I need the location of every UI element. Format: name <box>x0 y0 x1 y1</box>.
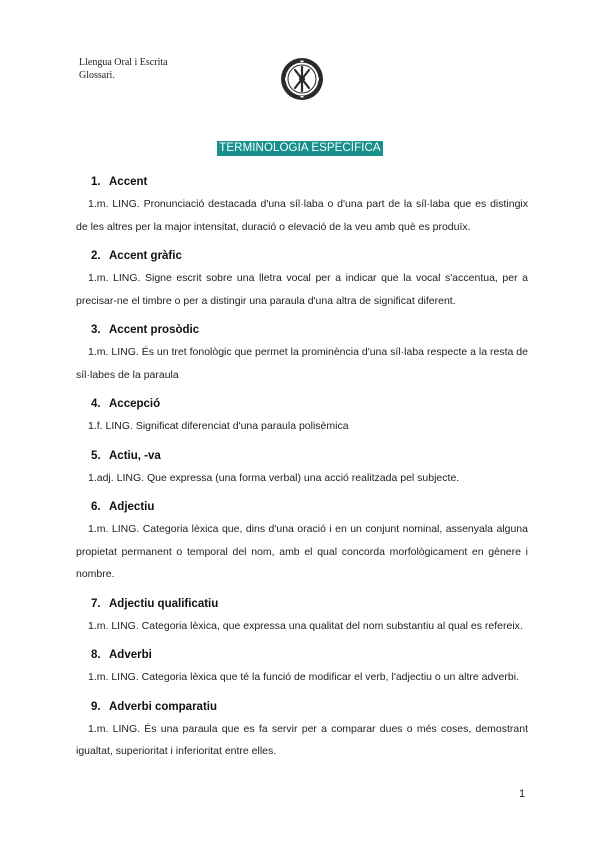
entry-number: 5. <box>91 449 101 462</box>
entry-term <box>88 645 528 666</box>
entry-definition: 1.m. LING. Categoria lèxica, que expressa una qualitat del nom substantiu al qual es refereix. <box>88 619 523 632</box>
entry-number: 8. <box>91 649 101 661</box>
entry-term-text: Adjectiu qualificatiu <box>109 597 219 610</box>
glossary-entry <box>88 594 528 638</box>
entry-term <box>88 246 528 267</box>
entry-term-text: Adverbi comparatiu <box>109 700 217 713</box>
glossary-entry <box>76 497 528 586</box>
entry-definition: 1.f. LING. Significat diferenciat d'una paraula polisèmica <box>88 420 349 432</box>
glossary-entry <box>76 246 528 312</box>
entry-number: 1. <box>91 176 101 188</box>
entry-definition: 1.m. LING. És una paraula que es fa servir per a comparar dues o més coses, demostrant igualtat, superioritat i inferioritat entre elles. <box>76 722 528 757</box>
entry-definition: 1.m. LING. És un tret fonològic que permet la prominència d'una síl·laba respecte a la resta de síl·labes de la paraula <box>76 346 528 381</box>
entry-term <box>88 446 528 467</box>
entry-term-text: Accent prosòdic <box>109 324 200 336</box>
entry-term-text: Accepció <box>109 398 161 410</box>
title-container <box>0 138 600 156</box>
entry-definition: 1.m. LING. Categoria lèxica que, dins d'una oració i en un conjunt nominal, assenyala alguna propietat permanent o temporal del nom, amb el qual concorda morfològicament en gènere i nombre. <box>76 523 528 580</box>
glossary-entry <box>88 446 528 490</box>
entry-number: 4. <box>91 398 101 410</box>
entry-term <box>88 320 528 341</box>
glossary-entry <box>76 320 528 386</box>
glossary-entry <box>76 697 528 763</box>
entry-number: 9. <box>91 700 101 713</box>
header-course: Llengua Oral i Escrita <box>79 57 168 68</box>
entry-definition: 1.m. LING. Signe escrit sobre una lletra vocal per a indicar que la vocal s'accentua, per a precisar-ne el timbre o per a distingir una paraula d'una altra de significat diferent. <box>76 272 528 307</box>
glossary-entry <box>76 172 528 238</box>
entry-term-text: Adverbi <box>109 649 152 661</box>
university-seal-icon <box>280 57 324 101</box>
entry-definition: 1.m. LING. Pronunciació destacada d'una síl·laba o d'una part de la síl·laba que es distingix de les altres per la major intensitat, duració o elevació de la veu amb què es produïx. <box>76 198 528 233</box>
entry-term <box>88 497 528 518</box>
glossary-list <box>76 172 528 771</box>
page-number: 1 <box>519 788 526 800</box>
entry-definition: 1.m. LING. Categoria lèxica que té la funció de modificar el verb, l'adjectiu o un altre adverbi. <box>88 671 519 683</box>
entry-term <box>88 697 528 718</box>
entry-number: 3. <box>91 324 101 336</box>
entry-definition: 1.adj. LING. Que expressa (una forma verbal) una acció realitzada pel subjecte. <box>88 471 460 484</box>
glossary-entry <box>88 394 528 438</box>
entry-number: 2. <box>91 250 101 262</box>
entry-term-text: Actiu, -va <box>109 449 161 462</box>
entry-number: 6. <box>91 501 101 513</box>
entry-number: 7. <box>91 597 101 610</box>
entry-term <box>88 394 528 415</box>
entry-term-text: Accent <box>109 176 148 188</box>
document-header <box>79 57 168 82</box>
entry-term <box>88 594 528 615</box>
header-subtitle: Glossari. <box>79 69 115 81</box>
entry-term-text: Adjectiu <box>109 501 155 513</box>
section-title: TERMINOLOGIA ESPECÍFICA <box>219 142 381 154</box>
entry-term <box>88 172 528 193</box>
entry-term-text: Accent gràfic <box>109 250 182 262</box>
glossary-entry <box>88 645 528 689</box>
